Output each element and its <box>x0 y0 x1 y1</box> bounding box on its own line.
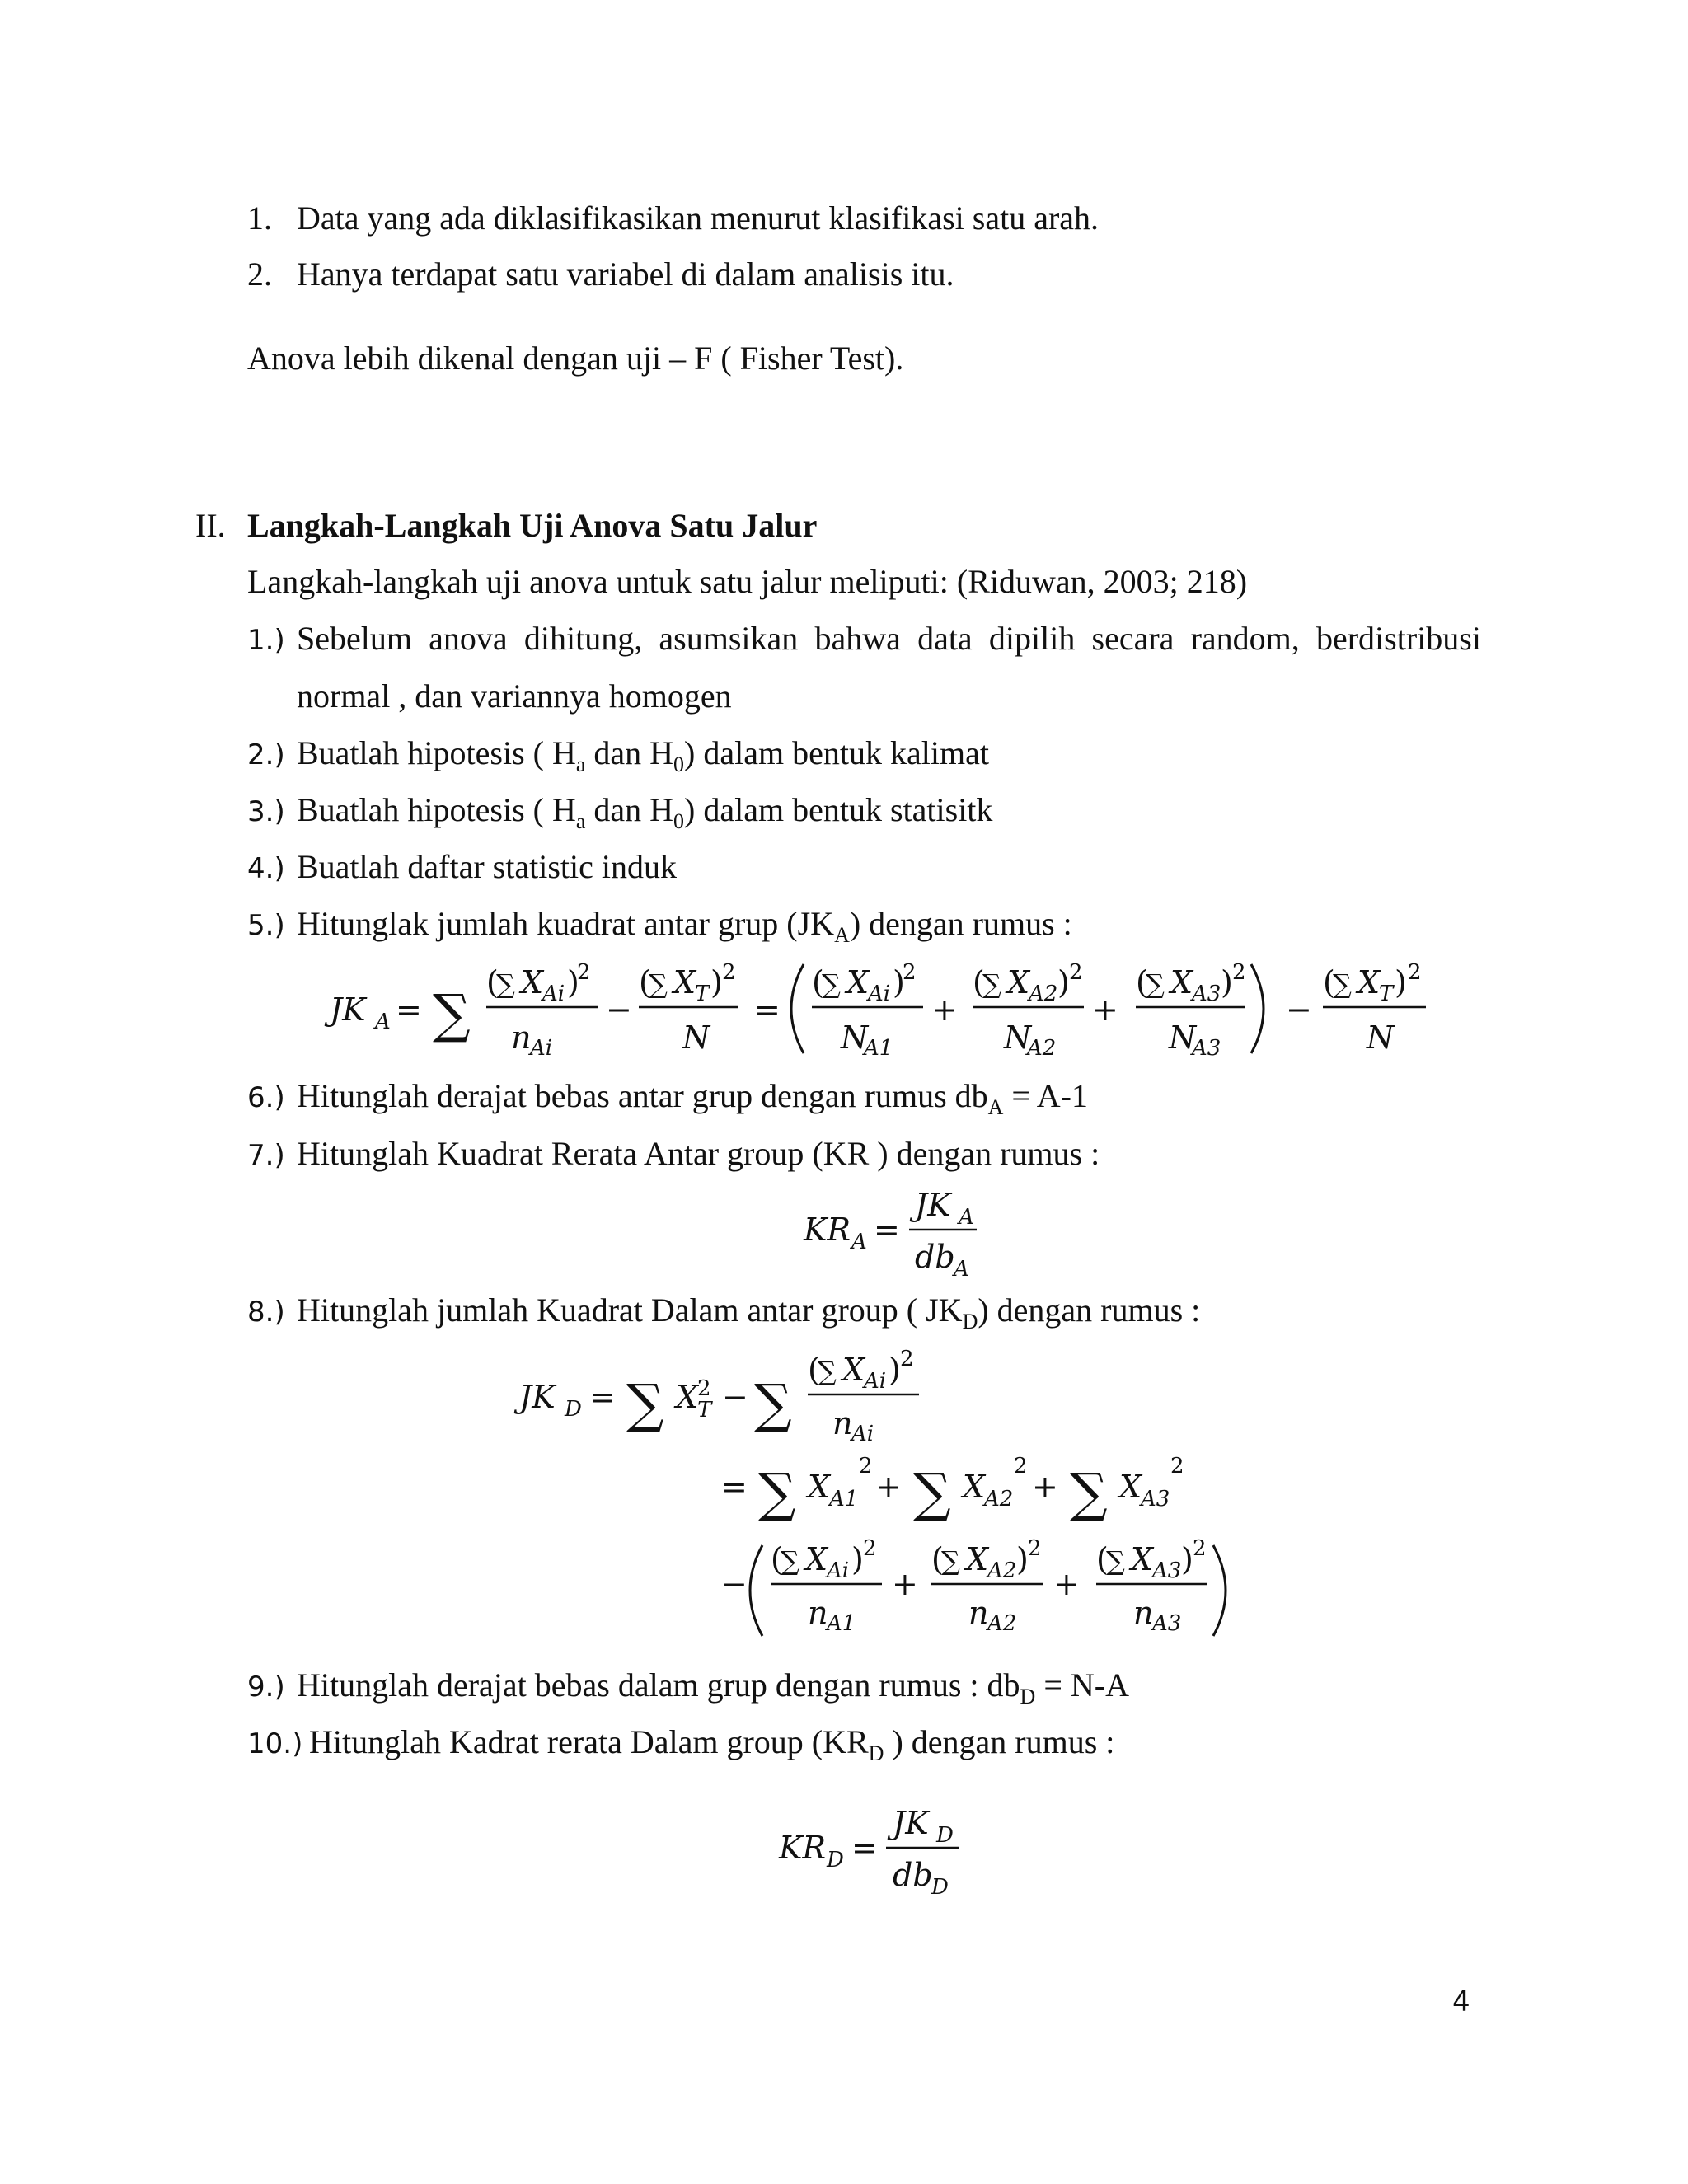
svg-text:db: db <box>915 1239 955 1275</box>
step-10: 10.) Hitunglah Kadrat rerata Dalam group ($KR_D$ ) dengan rumus : <box>247 1723 1115 1765</box>
list-number: 2. <box>247 255 272 293</box>
svg-text:A: A <box>375 1010 391 1034</box>
step-7: 7.) Hitunglah Kuadrat Rerata Antar group (KR ) dengan rumus : <box>247 1135 1100 1172</box>
svg-text:A1: A1 <box>829 1487 859 1511</box>
step-number: 6.) <box>247 1081 285 1114</box>
svg-text:A: A <box>959 1205 974 1230</box>
list-item-1 <box>247 199 1100 237</box>
svg-text:−: − <box>722 1379 748 1415</box>
svg-text:∑: ∑ <box>626 1374 664 1435</box>
svg-text:+: + <box>892 1566 918 1602</box>
svg-text:∑: ∑ <box>982 968 1001 1000</box>
step-number: 10.) <box>247 1727 303 1760</box>
svg-text:(: ( <box>1096 1541 1109 1577</box>
formula-jk-d <box>519 1347 1261 1652</box>
svg-text:): ) <box>1016 1541 1029 1577</box>
step-1-continuation: normal , dan variannya homogen <box>297 677 732 715</box>
svg-text:=: = <box>721 1469 748 1505</box>
svg-text:JK: JK <box>330 991 366 1028</box>
svg-text:T: T <box>1379 982 1394 1006</box>
svg-text:KR: KR <box>779 1830 826 1866</box>
svg-text:∑: ∑ <box>1070 1463 1108 1524</box>
svg-text:X: X <box>846 964 870 1001</box>
section-heading <box>195 509 817 542</box>
svg-text:2: 2 <box>1028 1536 1042 1561</box>
svg-text:2: 2 <box>697 1376 711 1401</box>
svg-text:n: n <box>1133 1595 1154 1631</box>
svg-text:Ai: Ai <box>530 1036 553 1061</box>
svg-text:A2: A2 <box>987 1611 1017 1636</box>
svg-text:(: ( <box>771 1541 783 1577</box>
step-2: 2.) Buatlah hipotesis ( $H_a$ dan $H_0$) dalam bentuk kalimat <box>247 734 989 776</box>
step-number: 5.) <box>247 909 285 942</box>
svg-text:2: 2 <box>1014 1454 1028 1479</box>
svg-text:∑: ∑ <box>941 1545 960 1577</box>
svg-text:+: + <box>875 1469 902 1505</box>
svg-text:X: X <box>805 1541 828 1577</box>
svg-text:=: = <box>851 1830 878 1866</box>
page-number: 4 <box>1452 1985 1470 2018</box>
svg-text:2: 2 <box>1232 960 1246 985</box>
step-6: 6.) Hitunglah derajat bebas antar grup dengan rumus $db_A = A-1$ <box>247 1077 1088 1119</box>
svg-text:(: ( <box>931 1541 944 1577</box>
svg-text:2: 2 <box>722 960 736 985</box>
svg-text:X: X <box>521 964 544 1001</box>
svg-text:(: ( <box>973 964 985 1001</box>
svg-text:(: ( <box>486 964 499 1001</box>
svg-text:A3: A3 <box>1152 1558 1182 1583</box>
svg-text:(: ( <box>808 1352 820 1388</box>
svg-text:db: db <box>893 1857 933 1893</box>
svg-text:=: = <box>589 1379 616 1415</box>
svg-text:∑: ∑ <box>1333 968 1352 1000</box>
step-number: 2.) <box>247 738 285 771</box>
step-text-justified: Sebelum anova dihitung, asumsikan bahwa data dipilih secara random, berdistribusi <box>297 620 1481 657</box>
formula-jk-a <box>330 956 1451 1063</box>
svg-text:N: N <box>1367 1019 1395 1056</box>
svg-text:JK: JK <box>893 1805 929 1841</box>
svg-text:(: ( <box>812 964 824 1001</box>
svg-text:n: n <box>511 1019 532 1056</box>
svg-text:∑: ∑ <box>496 968 515 1000</box>
svg-text:2: 2 <box>1170 1454 1184 1479</box>
svg-text:A3: A3 <box>1192 1036 1221 1061</box>
svg-text:): ) <box>567 964 579 1001</box>
svg-text:X: X <box>1007 964 1030 1001</box>
svg-text:∑: ∑ <box>822 968 841 1000</box>
svg-text:): ) <box>1181 1541 1193 1577</box>
svg-text:T: T <box>697 1398 712 1422</box>
svg-text:A3: A3 <box>1141 1487 1170 1511</box>
svg-text:+: + <box>931 991 958 1028</box>
anova-note: Anova lebih dikenal dengan uji – F ( Fisher Test). <box>247 340 904 377</box>
svg-text:A3: A3 <box>1152 1611 1182 1636</box>
svg-text:Ai: Ai <box>827 1558 850 1583</box>
svg-text:D: D <box>931 1875 949 1900</box>
svg-text:X: X <box>808 1469 831 1505</box>
svg-text:): ) <box>851 1541 864 1577</box>
svg-text:): ) <box>710 964 723 1001</box>
svg-text:−: − <box>721 1566 748 1602</box>
svg-text:(: ( <box>1323 964 1335 1001</box>
svg-text:JK: JK <box>915 1187 951 1223</box>
list-text: Data yang ada diklasifikasikan menurut klasifikasi satu arah. <box>297 199 1100 237</box>
list-item-2 <box>247 255 954 293</box>
list-text: Hanya terdapat satu variabel di dalam analisis itu. <box>297 255 954 293</box>
step-number: 8.) <box>247 1296 285 1329</box>
svg-text:(: ( <box>1136 964 1148 1001</box>
svg-text:N: N <box>1169 1019 1197 1056</box>
svg-text:(: ( <box>639 964 651 1001</box>
svg-text:∑: ∑ <box>913 1463 951 1524</box>
svg-text:A2: A2 <box>1029 982 1058 1006</box>
svg-text:N: N <box>682 1019 710 1056</box>
svg-text:): ) <box>893 964 905 1001</box>
svg-text:Ai: Ai <box>851 1422 874 1446</box>
svg-text:∑: ∑ <box>1106 1545 1125 1577</box>
svg-text:A: A <box>954 1257 969 1282</box>
svg-text:D: D <box>936 1823 954 1848</box>
svg-text:Ai: Ai <box>864 1369 887 1394</box>
svg-text:A1: A1 <box>864 1036 893 1061</box>
svg-text:N: N <box>1004 1019 1032 1056</box>
svg-text:2: 2 <box>1069 960 1083 985</box>
svg-text:A3: A3 <box>1192 982 1221 1006</box>
svg-text:X: X <box>676 1379 699 1415</box>
svg-text:=: = <box>754 991 781 1028</box>
step-number: 3.) <box>247 795 285 828</box>
formula-kr-d <box>779 1805 968 1904</box>
step-1 <box>247 622 1481 655</box>
intro-paragraph: Langkah-langkah uji anova untuk satu jalur meliputi: (Riduwan, 2003; 218) <box>247 563 1248 600</box>
svg-text:∑: ∑ <box>758 1463 796 1524</box>
svg-text:X: X <box>966 1541 989 1577</box>
svg-text:A2: A2 <box>1027 1036 1057 1061</box>
list-number: 1. <box>247 199 272 237</box>
svg-text:n: n <box>832 1405 853 1441</box>
svg-text:A2: A2 <box>984 1487 1014 1511</box>
svg-text:∑: ∑ <box>1146 968 1165 1000</box>
svg-text:2: 2 <box>900 1347 914 1371</box>
svg-text:=: = <box>396 991 422 1028</box>
svg-text:2: 2 <box>1193 1536 1207 1561</box>
svg-text:n: n <box>968 1595 989 1631</box>
svg-text:X: X <box>963 1469 986 1505</box>
step-9: 9.) Hitunglah derajat bebas dalam grup dengan rumus : $db_D = N-A$ <box>247 1666 1129 1708</box>
step-number: 4.) <box>247 852 285 885</box>
svg-text:T: T <box>695 982 710 1006</box>
svg-text:N: N <box>841 1019 869 1056</box>
step-4: 4.) Buatlah daftar statistic induk <box>247 848 677 885</box>
step-number: 1.) <box>247 624 285 657</box>
step-number: 9.) <box>247 1671 285 1704</box>
svg-text:=: = <box>874 1212 900 1248</box>
step-5: 5.) Hitunglak jumlah kuadrat antar grup $(JK_A)$ dengan rumus : <box>247 905 1072 947</box>
step-number: 7.) <box>247 1139 285 1172</box>
svg-text:n: n <box>808 1595 828 1631</box>
svg-text:): ) <box>1395 964 1407 1001</box>
svg-text:X: X <box>1357 964 1381 1001</box>
svg-text:X: X <box>673 964 696 1001</box>
svg-text:∑: ∑ <box>781 1545 799 1577</box>
svg-text:2: 2 <box>1408 960 1422 985</box>
svg-text:D: D <box>565 1397 582 1422</box>
svg-text:X: X <box>842 1352 865 1388</box>
svg-text:+: + <box>1053 1566 1080 1602</box>
svg-text:X: X <box>1170 964 1193 1001</box>
svg-text:2: 2 <box>903 960 917 985</box>
svg-text:+: + <box>1032 1469 1058 1505</box>
step-3: 3.) Buatlah hipotesis ( $H_a$ dan $H_0$) dalam bentuk statisitk <box>247 791 993 833</box>
svg-text:∑: ∑ <box>649 968 668 1000</box>
svg-text:A1: A1 <box>827 1611 856 1636</box>
section-number: II. <box>195 507 226 544</box>
svg-text:∑: ∑ <box>433 984 471 1045</box>
svg-text:2: 2 <box>863 1536 877 1561</box>
svg-text:2: 2 <box>859 1454 873 1479</box>
svg-text:JK: JK <box>519 1379 556 1415</box>
svg-text:): ) <box>889 1352 901 1388</box>
svg-text:A2: A2 <box>987 1558 1017 1583</box>
svg-text:−: − <box>606 991 632 1028</box>
svg-text:D: D <box>827 1848 844 1872</box>
svg-text:X: X <box>1131 1541 1154 1577</box>
svg-text:): ) <box>1057 964 1070 1001</box>
svg-text:Ai: Ai <box>542 982 565 1006</box>
svg-text:∑: ∑ <box>818 1356 837 1387</box>
svg-text:A: A <box>851 1230 867 1254</box>
svg-text:+: + <box>1092 991 1118 1028</box>
svg-text:KR: KR <box>804 1212 851 1248</box>
svg-text:Ai: Ai <box>868 982 891 1006</box>
svg-text:): ) <box>1221 964 1233 1001</box>
svg-text:∑: ∑ <box>754 1374 792 1435</box>
section-title: Langkah-Langkah Uji Anova Satu Jalur <box>247 507 818 544</box>
svg-text:−: − <box>1286 991 1312 1028</box>
svg-text:2: 2 <box>577 960 591 985</box>
step-8: 8.) Hitunglah jumlah Kuadrat Dalam antar group ( $JK_D$) dengan rumus : <box>247 1291 1201 1333</box>
svg-text:X: X <box>1119 1469 1142 1505</box>
formula-kr-a <box>804 1187 985 1286</box>
